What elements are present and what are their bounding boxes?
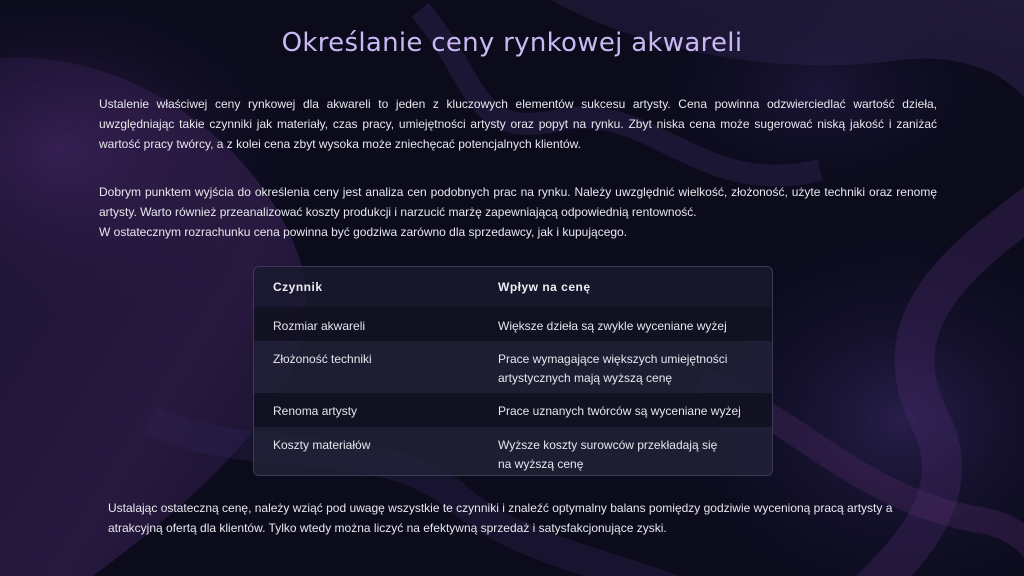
factor-cell: Koszty materiałów [273, 438, 371, 452]
factor-cell: Renoma artysty [273, 404, 358, 418]
factor-cell: Rozmiar akwareli [273, 319, 366, 333]
analysis-section [99, 182, 937, 242]
impact-cell: Większe dzieła są zwykle wyceniane wyżej [498, 319, 727, 333]
table-row [254, 427, 772, 475]
table-row [254, 307, 772, 341]
analysis-conclusion: W ostatecznym rozrachunku cena powinna być godziwa zarówno dla sprzedawcy, jak i kupującego. [99, 225, 628, 239]
impact-cell: Prace uznanych twórców są wyceniane wyżej [498, 404, 741, 418]
analysis-paragraph: Dobrym punktem wyjścia do określenia ceny jest analiza cen podobnych prac na rynku. Należy uwzględnić wielkość, złożoność, użyte techniki oraz renomę artysty. Warto również przeanalizować koszty produkcji i narzucić marżę zapewniającą odpowiednią rentowność. [99, 185, 937, 219]
closing-paragraph: Ustalając ostateczną cenę, należy wziąć pod uwagę wszystkie te czynniki i znaleźć optymalny balans pomiędzy godziwie wycenioną pracą artysty a atrakcyjną ofertą dla klientów. Tylko wtedy można liczyć na efektywną sprzedaż i satysfakcjonujące zyski. [108, 501, 893, 535]
table-row [254, 393, 772, 427]
factor-cell: Złożoność techniki [273, 352, 372, 366]
header-impact: Wpływ na cenę [498, 280, 591, 294]
intro-paragraph: Ustalenie właściwej ceny rynkowej dla akwareli to jeden z kluczowych elementów sukcesu artysty. Cena powinna odzwierciedlać wartość dzieła, uwzględniając takie czynniki jak materiały, czas pracy, umiejętności artysty oraz popyt na rynku. Zbyt niska cena może sugerować niską jakość i zaniżać wartość pracy twórcy, a z kolei cena zbyt wysoka może zniechęcać potencjalnych klientów. [99, 97, 937, 151]
impact-cell: Prace wymagające większych umiejętności artystycznych mają wyższą cenę [498, 352, 728, 385]
table-header-row [254, 267, 772, 307]
slide-title: Określanie ceny rynkowej akwareli [281, 28, 743, 58]
price-factors-table [253, 266, 773, 476]
impact-cell: Wyższe koszty surowców przekładają się na wyższą cenę [498, 438, 718, 471]
header-factor: Czynnik [273, 280, 323, 294]
table-row [254, 341, 772, 393]
